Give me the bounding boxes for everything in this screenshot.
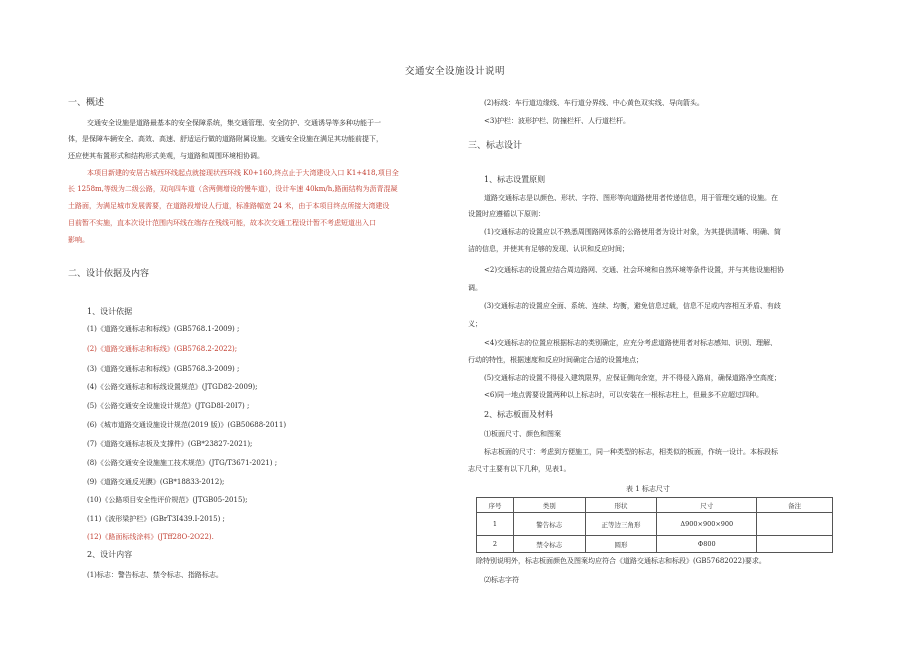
reference-item: (1)《道路交通标志和标线》(GB5768.1-2009) ; [87,325,240,333]
principle-6-line: <6)同一地点需要设置两种以上标志时，可以安装在一根标志柱上，但最多不应超过四种。 [484,391,764,399]
table-cell: 2 [477,536,514,553]
table-caption: 表 1 标志尺寸 [626,485,670,493]
principle-4-line: 行动的特性，根据速度和反应时间确定合适的设置地点； [468,356,643,364]
section-1-line: 体，是保障车辆安全、高效、高速、舒适运行做的道路附属设施。交通安全设施在满足其功能前提下， [68,135,383,143]
project-summary-line: 长 1258m,等级为二级公路，双向四车道（含两侧增设的慢车道），设计车速 40km/h,路面结构为沥青混凝 [68,185,398,193]
principle-3-line: 义； [468,320,482,328]
table-cell: 1 [477,513,514,536]
reference-item: (12)《路面标线涂料》(JTff28O-2O22). [87,533,214,541]
reference-item: (4)《公路交通标志和标线设置规范》(JTGD82-2009); [87,383,258,391]
principle-intro-line: 道路交通标志是以颜色、形状、字符、图形等向道路使用者传递信息，用于管理交通的设施。在 [484,194,778,202]
reference-item: (10)《公路项目安全性评价规范》(JTGB05-2015); [87,496,248,504]
principle-5-line: (5)交通标志的设置不得侵入建筑限界，应保证侧向余宽，并不得侵入路肩，确保道路净空高度； [484,374,781,382]
design-basis-heading: 1、设计依据 [87,307,133,316]
reference-item: (3)《道路交通标志和标线》(GB5768.3-2009) ; [87,365,240,373]
project-summary-line: 本项目新建的安居古城西环线起点就接现状西环线 K0+160,终点止于大湾建设入口 K1+418,项目全 [87,169,399,177]
sign-panel-heading: 2、标志板面及材料 [484,410,554,419]
table-header-cell: 序号 [477,498,514,513]
principle-4-line: <4)交通标志的位置应根据标志的类别确定，应充分考虑道路使用者对标志感知、识别、理解、 [484,339,778,347]
document-title: 交通安全设施设计说明 [405,66,506,77]
table-cell: Φ800 [657,536,757,553]
content-item-markings: (2)标线：车行道边缘线、车行道分界线、中心黄色双实线、导向箭头。 [484,99,704,107]
section-2-heading: 二、设计依据及内容 [68,269,150,279]
table-row [477,513,833,536]
reference-item: (9)《道路交通反光膜》(GB*18833-2012); [87,478,225,486]
table-row [477,536,833,553]
project-summary-line: 影响。 [68,236,89,244]
principle-3-line: (3)交通标志的设置应全面、系统、连续、均衡，避免信息过载，信息不足或内容相互矛盾、有歧 [484,302,781,310]
panel-size-heading: ⑴板面尺寸、颜色和图案 [484,430,561,438]
table-cell: 警告标志 [513,513,585,536]
principle-1-line: 洁的信息，并使其有足够的发现、认识和反应时间； [468,245,629,253]
sign-characters-heading: ⑵标志字符 [484,576,519,584]
panel-size-line: 志尺寸主要有以下几种，见表1。 [468,465,571,473]
design-content-heading: 2、设计内容 [87,550,133,559]
table-header-cell: 备注 [757,498,833,513]
table-cell: 正等边三角形 [585,513,657,536]
principle-intro-line: 设置时应遵循以下原则： [468,210,545,218]
reference-item: (11)《波形梁护栏》(GBrT3I439.I-2015) ; [87,515,225,523]
content-item-signs: (1)标志：警告标志、禁令标志、指路标志。 [87,571,223,579]
table-header-cell: 形状 [585,498,657,513]
section-1-line: 交通安全设施是道路最基本的安全保障系统，集交通管理、安全防护、交通诱导等多种功能于一 [87,119,381,127]
table-note: 除特别说明外，标志板面颜色及图案均应符合《道路交通标志和标段》(GB57682022)要求。 [476,557,766,565]
reference-item: (6)《城市道路交通设施设计规范(2019 版)》(GB50688-2011) [87,421,287,429]
table-header-row [477,498,833,513]
principle-2-line: <2)交通标志的设置应结合周边路网、交通、社会环境和自然环境等条件设置，并与其他设施相协 [484,266,785,274]
sign-size-table [476,497,833,553]
section-1-heading: 一、概述 [68,98,105,108]
table-cell: 禁令标志 [513,536,585,553]
table-header-cell: 尺寸 [657,498,757,513]
table-cell: 圆形 [585,536,657,553]
section-1-line: 还应使其布置形式和结构形式美观，与道路和周围环境相协调。 [68,152,264,160]
panel-size-line: 标志板面的尺寸：考虑到方便施工，同一种类型的标志，相类似的板面，作统一设计。本标段标 [484,448,778,456]
project-summary-line: 目前暂不实施，直本次设计范围内环线在端存在残线可能，故本次交通工程设计暂不考虑短道出入口 [68,219,376,227]
reference-item: (8)《公路交通安全设施施工技术规范》(JTG/T3671-2021) ; [87,459,278,467]
sign-principle-heading: 1、标志设置原则 [484,175,546,184]
section-3-heading: 三、标志设计 [468,141,523,151]
table-cell: Δ900×900×900 [657,513,757,536]
content-item-guardrails: <3)护栏：波形护栏、防撞栏杆、人行道栏杆。 [484,117,631,125]
principle-2-line: 调。 [468,284,482,292]
principle-1-line: (1)交通标志的设置应以不熟悉周围路网体系的公路使用者为设计对象，为其提供清晰、明确、简 [484,228,781,236]
table-header-cell: 类别 [513,498,585,513]
reference-item: (5)《公路交通安全设施设计规范》(JTGD8I-20I7) ; [87,402,250,410]
reference-item: (7)《道路交通标志板及支撑件》(GB*23827-2021); [87,440,253,448]
table-cell [757,513,833,536]
reference-item: (2)《道路交通标志和标线》(GB5768.2-2022); [87,345,238,353]
project-summary-line: 土路面，为满足城市发展需要，在道路段增设人行道，标准路幅宽 24 米，由于本项目终点所接大湾建设 [68,202,390,210]
table-cell [757,536,833,553]
